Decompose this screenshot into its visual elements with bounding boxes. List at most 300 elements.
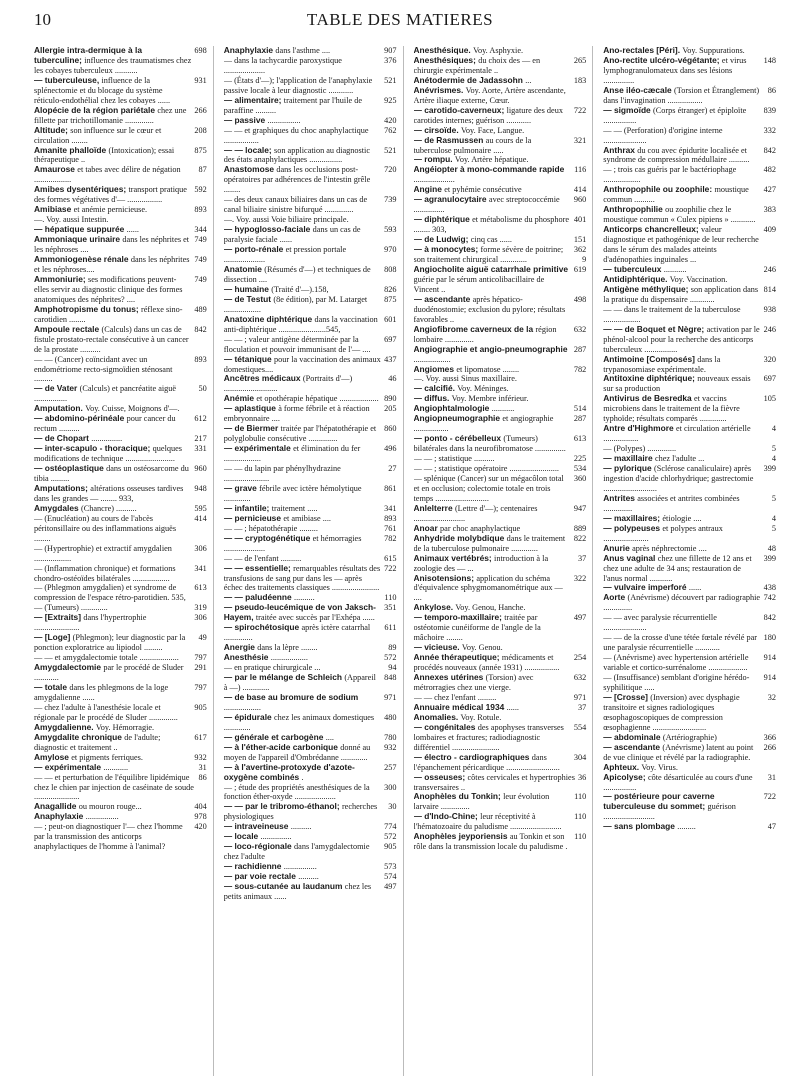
index-page-ref: 978 bbox=[194, 812, 207, 822]
index-entry-text bbox=[224, 693, 384, 713]
index-entry-text bbox=[414, 474, 574, 504]
index-description: — (Enucléation) au cours de l'abcès péritonsillaire ou des inflammations aiguës ........ bbox=[34, 513, 177, 543]
index-entry-text bbox=[603, 355, 763, 375]
index-description: —. Voy. aussi Sinus maxillaire. bbox=[413, 374, 517, 384]
index-term: — maxillaires; bbox=[603, 512, 663, 523]
index-entry bbox=[603, 792, 776, 822]
index-term: Anurie bbox=[603, 542, 633, 553]
index-entry bbox=[414, 504, 587, 524]
index-description: dans l'hypertrophie ...................... bbox=[34, 613, 147, 633]
index-entry-text bbox=[34, 275, 194, 305]
index-description: — — et amygdalectomie totale ................... bbox=[34, 653, 179, 663]
index-term: — à monocytes; bbox=[413, 244, 481, 255]
index-page-ref: 414 bbox=[573, 185, 587, 195]
index-entry bbox=[414, 136, 587, 156]
index-page-ref: 322 bbox=[573, 573, 587, 583]
index-page-ref: 30 bbox=[388, 802, 397, 812]
index-page-ref: 116 bbox=[574, 165, 587, 175]
index-page-ref: 482 bbox=[763, 165, 776, 175]
index-page-ref: 762 bbox=[384, 125, 397, 135]
index-description: dans le traitement de la tuberculose pulmonaire ............. bbox=[413, 533, 566, 553]
index-term: — spirochétosique bbox=[223, 622, 302, 633]
index-entry-text bbox=[414, 434, 574, 454]
index-page-ref: 925 bbox=[384, 95, 397, 105]
index-term: Année thérapeutique; bbox=[413, 652, 502, 663]
index-page-ref: 613 bbox=[573, 434, 587, 444]
index-term: Anthropophilie bbox=[603, 204, 666, 215]
index-description: (Torsion) avec métrorragies chez une vierge. bbox=[413, 673, 534, 692]
index-entry bbox=[34, 165, 207, 185]
index-description: réflexe sino-carotidien ........ bbox=[34, 304, 183, 324]
index-term: — expérimentale bbox=[223, 443, 294, 454]
index-entry bbox=[224, 603, 397, 623]
index-description: son influence sur le cœur et circulation ........ bbox=[34, 125, 162, 145]
index-page-ref: 932 bbox=[384, 742, 397, 752]
index-entry-text bbox=[224, 653, 384, 663]
index-page-ref: 341 bbox=[194, 563, 207, 573]
index-description: ses modifications peuvent-elles servir au diagnostic clinique des formes anatomiques des néphrites? .... bbox=[34, 274, 183, 304]
index-entry bbox=[34, 444, 207, 464]
index-page-ref: 87 bbox=[198, 165, 207, 175]
index-entry-text bbox=[414, 325, 574, 345]
index-page-ref: 514 bbox=[573, 404, 587, 414]
index-entry-text bbox=[414, 195, 574, 215]
index-entry-text bbox=[414, 673, 574, 693]
index-page-ref: 266 bbox=[194, 105, 207, 115]
index-description: ........... bbox=[663, 264, 687, 274]
index-page-ref: 383 bbox=[763, 205, 776, 215]
index-page-ref: 4 bbox=[771, 454, 776, 464]
index-entry bbox=[34, 355, 207, 385]
index-page-ref: 914 bbox=[763, 653, 776, 663]
page-number: 10 bbox=[34, 10, 51, 29]
index-term: Anthropophile ou zoophile: bbox=[603, 184, 715, 195]
index-page-ref: 110 bbox=[574, 812, 587, 822]
index-term: Anus vaginal bbox=[603, 552, 658, 563]
index-description: . bbox=[301, 772, 304, 782]
index-page-ref: 932 bbox=[194, 752, 207, 762]
index-page-ref: 94 bbox=[388, 663, 397, 673]
index-description: — chez l'adulte à l'anesthésie locale et régionale par le procédé de Sluder .............. bbox=[34, 702, 178, 722]
index-page-ref: 971 bbox=[573, 692, 587, 702]
index-term: Apicolyse; bbox=[603, 771, 648, 782]
index-description: pour la vaccination des animaux domestiques.... bbox=[223, 354, 381, 374]
index-description: région lombaire .............. bbox=[413, 324, 557, 344]
index-description: traitement ..... bbox=[271, 503, 318, 513]
index-entry-text bbox=[34, 106, 194, 126]
index-entry bbox=[224, 374, 397, 394]
index-page-ref: 722 bbox=[573, 105, 587, 115]
index-term: — agranulocytaire bbox=[413, 194, 489, 205]
index-entry bbox=[414, 414, 587, 434]
index-term: — [Loge] bbox=[34, 632, 73, 643]
index-description: quelques modifications de technique ........................ bbox=[34, 444, 182, 464]
index-page-ref: 399 bbox=[763, 553, 776, 563]
index-entry-text bbox=[603, 394, 763, 424]
index-entry bbox=[224, 623, 397, 643]
index-page-ref: 110 bbox=[574, 792, 587, 802]
index-term: Anse iléo-cæcale bbox=[603, 84, 675, 95]
index-description: et pyhémie consécutive bbox=[444, 185, 522, 195]
index-term: Amibes dysentériques; bbox=[34, 184, 129, 195]
index-page-ref: 110 bbox=[574, 832, 587, 842]
index-description: — — chez l'enfant ......... bbox=[413, 692, 497, 702]
index-description: ............... bbox=[260, 832, 292, 842]
index-page-ref: 497 bbox=[573, 613, 587, 623]
index-description: influence de la splénectomie et du blocage du système réticulo-endothélial chez les cobayes ...... bbox=[34, 75, 171, 105]
index-term: — calcifié. bbox=[413, 383, 458, 394]
index-description: ligature des deux carotides internes; guérison ............ bbox=[413, 105, 563, 125]
index-description: dans l'asthme .... bbox=[275, 46, 331, 55]
index-entry bbox=[34, 514, 207, 544]
index-page-ref: 861 bbox=[384, 483, 397, 493]
index-term: — intraveineuse bbox=[223, 821, 291, 832]
index-term: — aplastique bbox=[223, 403, 279, 414]
index-entry-text bbox=[414, 464, 574, 474]
index-description: — (Tumeurs) ............. bbox=[34, 603, 108, 613]
index-entry-text bbox=[603, 554, 763, 584]
index-entry-text bbox=[34, 613, 194, 633]
index-entry-text bbox=[34, 255, 194, 275]
index-page-ref: 617 bbox=[194, 732, 207, 742]
index-entry bbox=[224, 245, 397, 265]
index-page-ref: 893 bbox=[384, 513, 397, 523]
index-entry bbox=[224, 693, 397, 713]
index-entry-text bbox=[224, 146, 384, 166]
index-description: chez les petits animaux ...... bbox=[223, 882, 372, 902]
index-page-ref: 321 bbox=[573, 135, 587, 145]
index-page-ref: 573 bbox=[384, 862, 397, 872]
index-description: Voy. Cuisse, Moignons d'—. bbox=[85, 404, 180, 414]
index-description: — ; trois cas guéris par le bactériophage .................. bbox=[603, 165, 737, 185]
index-term: Anatomie bbox=[223, 263, 265, 274]
index-description: (Portraits d'—) .......................... bbox=[223, 374, 353, 394]
index-description: — — ; valeur antigène déterminée par la floculation et pouvoir immunisant de l'— .... bbox=[223, 334, 371, 354]
index-page-ref: 875 bbox=[384, 294, 397, 304]
index-entry bbox=[414, 753, 587, 773]
index-entry-text bbox=[224, 96, 384, 116]
index-description: et amibiase .... bbox=[283, 513, 331, 523]
index-description: et polypes antraux ...................... bbox=[603, 523, 723, 543]
index-term: Anétodermie de Jadassohn bbox=[413, 74, 526, 85]
index-term: — électro - cardiographiques bbox=[413, 751, 532, 762]
index-page-ref: 848 bbox=[384, 673, 397, 683]
index-page-ref: 521 bbox=[384, 145, 397, 155]
index-entry-text bbox=[603, 424, 772, 444]
index-page-ref: 409 bbox=[763, 225, 776, 235]
index-page-ref: 722 bbox=[384, 563, 397, 573]
index-term: Anticorps chancrelleux; bbox=[603, 224, 701, 235]
index-term: — — essentielle; bbox=[223, 562, 294, 573]
index-term: Amanite phalloïde bbox=[34, 144, 109, 155]
index-entry bbox=[603, 633, 776, 653]
index-page-ref: 105 bbox=[763, 394, 776, 404]
index-page-ref: 110 bbox=[384, 593, 397, 603]
index-term: — ostéoplastique bbox=[34, 463, 107, 474]
index-term: Anatoxine diphtérique bbox=[223, 313, 315, 324]
index-entry-text bbox=[224, 673, 384, 693]
index-page-ref: 613 bbox=[194, 583, 207, 593]
index-page-ref: 246 bbox=[763, 324, 776, 334]
index-entry-text bbox=[603, 673, 763, 693]
index-entry bbox=[603, 86, 776, 106]
index-page-ref: 808 bbox=[384, 264, 397, 274]
index-term: Ammoniurie; bbox=[34, 273, 88, 284]
index-page-ref: 893 bbox=[194, 354, 207, 364]
index-entry-text bbox=[224, 404, 384, 424]
index-page-ref: 890 bbox=[384, 394, 397, 404]
index-description: et lipomatose ........ bbox=[456, 364, 520, 374]
index-entry-text bbox=[414, 86, 587, 106]
index-entry bbox=[224, 713, 397, 733]
index-term: — hypoglosso-faciale bbox=[223, 224, 313, 235]
index-term: — pseudo-leucémique de von Jaksch-Hayem, bbox=[223, 602, 376, 623]
index-term: — polypeuses bbox=[603, 522, 663, 533]
index-page-ref: 489 bbox=[194, 304, 207, 314]
index-entry-text bbox=[224, 76, 384, 96]
index-page-ref: 970 bbox=[384, 245, 397, 255]
index-term: Anophèles du Tonkin; bbox=[413, 791, 504, 802]
index-page-ref: 89 bbox=[388, 643, 397, 653]
index-description: — — (Perforation) d'origine interne ..................... bbox=[603, 125, 723, 145]
index-description: dans l'épanchement péricardique .......................... bbox=[413, 752, 560, 772]
index-term: — — paludéenne bbox=[223, 592, 295, 603]
index-term: — grave bbox=[223, 482, 260, 493]
index-page-ref: 341 bbox=[384, 503, 397, 513]
index-page-ref: 4 bbox=[771, 513, 776, 523]
index-description: Voy. Artère hépatique. bbox=[454, 155, 529, 165]
index-term: Amibiase bbox=[34, 204, 74, 215]
index-page-ref: 615 bbox=[384, 553, 397, 563]
index-description: (Inversion) avec dysphagie transitoire et signes radiologiques œsophagoscopiques de compression œsophagienne .......................... bbox=[603, 692, 740, 732]
index-entry-text bbox=[34, 504, 194, 514]
index-page-ref: 401 bbox=[573, 215, 587, 225]
index-term: — tuberculeux bbox=[603, 263, 664, 274]
index-description: dans la trypanosomiase expérimentale. bbox=[603, 354, 721, 374]
index-description: chez une fillette par trichotillomanie .............. bbox=[34, 105, 187, 125]
index-description: (Calculs) et pancréatite aiguë ................ bbox=[34, 384, 177, 404]
index-entry-text bbox=[224, 623, 385, 643]
index-entry-text bbox=[414, 792, 575, 812]
index-term: Annexes utérines bbox=[413, 672, 486, 683]
index-page-ref: 246 bbox=[763, 264, 776, 274]
index-description: dans la lèpre ........ bbox=[257, 643, 318, 653]
index-entry bbox=[224, 96, 397, 116]
index-page-ref: 331 bbox=[194, 444, 207, 454]
index-entry bbox=[414, 56, 587, 76]
index-entry bbox=[224, 225, 397, 245]
index-page-ref: 9 bbox=[582, 255, 587, 265]
index-description: et élimination du fer .................. bbox=[223, 444, 361, 464]
index-entry bbox=[34, 126, 207, 146]
index-description: —. Voy. aussi Voie biliaire principale. bbox=[223, 215, 349, 225]
index-description: — (Phlegmon amygdalien) et syndrome de compression de l'espace rétro-parotidien. 535, bbox=[34, 583, 186, 603]
index-entry bbox=[224, 146, 397, 166]
index-page-ref: 208 bbox=[194, 125, 207, 135]
index-term: Amaurose bbox=[34, 164, 78, 175]
index-term: — [Crosse] bbox=[603, 691, 651, 702]
index-page-ref: 205 bbox=[384, 404, 397, 414]
index-term: — vulvaire imperforé bbox=[603, 582, 689, 593]
index-description: — (Inflammation chronique) et formations chondro-ostéoïdes bilatérales .................. bbox=[34, 563, 176, 583]
index-entry-text bbox=[34, 46, 194, 76]
index-page-ref: 151 bbox=[573, 235, 587, 245]
index-term: — de Rasmussen bbox=[413, 134, 486, 145]
index-entry bbox=[34, 633, 207, 653]
index-term: Antrites bbox=[603, 492, 638, 503]
index-term: Amputation. bbox=[34, 403, 86, 414]
index-description: — splénique (Cancer) sur un mégacôlon total et en occlusion; colectomie totale en trois temps .......................... bbox=[413, 473, 564, 503]
index-entry bbox=[224, 315, 397, 335]
index-entry bbox=[414, 245, 587, 255]
index-description: (Appareil à —) ............. bbox=[223, 673, 376, 692]
index-entry bbox=[414, 613, 587, 643]
index-description: transport pratique des formes végétatives d'— ................. bbox=[34, 185, 187, 205]
index-term: — de base au bromure de sodium bbox=[223, 691, 359, 702]
index-description: — — ; hépatothérapie ......... bbox=[223, 523, 318, 533]
index-term: — locale bbox=[223, 831, 261, 842]
index-page-ref: 319 bbox=[194, 603, 207, 613]
index-description: Voy. Vaccination. bbox=[669, 274, 728, 284]
index-page-ref: 254 bbox=[573, 653, 587, 663]
index-entry-text bbox=[603, 524, 772, 544]
index-term: Anthrax bbox=[603, 144, 638, 155]
index-page-ref: 497 bbox=[384, 882, 397, 892]
index-entry bbox=[603, 693, 776, 733]
index-entry-text bbox=[224, 424, 384, 444]
index-term: — — par le tribromo-éthanol; bbox=[223, 801, 342, 812]
index-description: — — avec paralysie récurrentielle ..................... bbox=[603, 613, 717, 633]
index-term: Angiophtalmologie bbox=[413, 403, 492, 414]
index-term: Ankylose. bbox=[413, 602, 456, 613]
index-entry-text bbox=[414, 365, 574, 375]
index-page-ref: 782 bbox=[573, 364, 587, 374]
index-entry-text bbox=[34, 822, 194, 852]
index-term: Anomalies. bbox=[413, 711, 461, 722]
index-term: — temporo-maxillaire; bbox=[413, 612, 505, 623]
index-term: — par le mélange de Schleich bbox=[223, 672, 345, 683]
index-page-ref: 749 bbox=[194, 235, 207, 245]
index-description: traitée par ostéotomie cunéiforme de l'angle de la mâchoire ........ bbox=[413, 613, 541, 643]
index-entry-text bbox=[603, 56, 763, 86]
index-description: son traitement chirurgical ............. bbox=[413, 255, 527, 265]
index-term: Amphotropisme du tonus; bbox=[34, 303, 142, 314]
index-entry-text bbox=[224, 315, 384, 335]
index-description: et virus lymphogranulomateux dans ses lésions ............... bbox=[603, 55, 747, 85]
index-entry bbox=[224, 743, 397, 763]
index-entry-text bbox=[414, 165, 575, 185]
index-description: à forme fébrile et à réaction embryonnaire .... bbox=[223, 404, 370, 424]
index-term: Angiopneumographie bbox=[413, 413, 503, 424]
index-description: Voy. Méninges. bbox=[457, 384, 509, 394]
index-entry-text bbox=[34, 325, 194, 355]
index-entry-text bbox=[224, 225, 384, 245]
index-entry-text bbox=[414, 653, 574, 673]
index-description: dans les néphrites et les néphroses.... bbox=[34, 255, 190, 274]
index-entry-text bbox=[224, 116, 384, 126]
index-term: Anoar bbox=[413, 522, 441, 533]
index-entry bbox=[224, 534, 397, 554]
index-description: dans les phlegmons de la loge amygdalienne ...... bbox=[34, 683, 169, 702]
index-entry-text bbox=[34, 414, 194, 434]
index-description: Voy. Rotule. bbox=[460, 712, 502, 722]
index-entry-text bbox=[603, 205, 763, 225]
index-description: — — et graphiques du choc anaphylactique ................. bbox=[223, 125, 369, 145]
index-term: Animaux vertébrés; bbox=[413, 552, 495, 563]
index-description: ......... bbox=[677, 822, 696, 832]
index-page-ref: 619 bbox=[573, 264, 587, 274]
index-page-ref: 842 bbox=[763, 145, 776, 155]
index-entry-text bbox=[603, 822, 768, 832]
index-page-ref: 86 bbox=[198, 772, 207, 782]
index-entry bbox=[224, 295, 397, 315]
index-description: —. Voy. aussi Intestin. bbox=[34, 215, 109, 225]
index-description: pour cancer du rectum .......... bbox=[34, 414, 176, 434]
index-description: (Torsion et Étranglement) dans l'invagination ................. bbox=[603, 85, 760, 105]
index-page-ref: 351 bbox=[384, 603, 397, 613]
index-term: Angéiopter à mono-commande rapide bbox=[413, 164, 565, 175]
index-description: nouveaux essais sur sa production bbox=[603, 374, 751, 394]
index-term: Aorte bbox=[603, 592, 628, 603]
index-page-ref: 496 bbox=[384, 444, 397, 454]
index-entry-text bbox=[414, 56, 574, 76]
index-description: — (Polypes) .............. bbox=[603, 444, 677, 454]
index-description: (8e édition), par M. Latarget .................. bbox=[223, 294, 368, 314]
index-page-ref: 366 bbox=[763, 732, 776, 742]
index-entry-text bbox=[34, 165, 199, 185]
index-entry bbox=[224, 673, 397, 693]
index-page-ref: 148 bbox=[763, 55, 776, 65]
index-entry-text bbox=[34, 564, 194, 584]
index-entry bbox=[224, 355, 397, 375]
index-entry-text bbox=[34, 185, 194, 205]
index-term: Amygdalectomie bbox=[34, 662, 104, 673]
index-term: Angiocholite aiguë catarrhale primitive bbox=[413, 263, 569, 274]
index-page-ref: 47 bbox=[767, 822, 776, 832]
index-entry bbox=[603, 374, 776, 394]
index-description: ............ bbox=[103, 762, 129, 772]
index-term: Anaphylaxie bbox=[34, 811, 86, 822]
index-description: (Phlegmon); leur diagnostic par la ponction exploratrice au lipiodol ......... bbox=[34, 633, 186, 653]
index-description: au cours de la tuberculose pulmonaire ..... bbox=[413, 135, 532, 155]
index-entry bbox=[34, 305, 207, 325]
index-entry-text bbox=[34, 355, 194, 385]
index-description: — (États d'—); l'application de l'anaphylaxie passive locale à leur diagnostic ............ bbox=[223, 75, 373, 95]
index-page-ref: 27 bbox=[388, 464, 397, 474]
index-entry bbox=[224, 46, 397, 56]
index-page-ref: 49 bbox=[198, 633, 207, 643]
index-term: — — cryptogénétique bbox=[223, 532, 313, 543]
index-entry bbox=[414, 554, 587, 574]
index-entry bbox=[414, 832, 587, 852]
index-term: — rachidienne bbox=[223, 861, 284, 872]
index-description: .......... bbox=[298, 872, 319, 882]
index-entry bbox=[414, 773, 587, 793]
index-term: — d'Indo-Chine; bbox=[413, 811, 481, 822]
index-description: Voy. Face, Langue. bbox=[460, 125, 525, 135]
index-page-ref: 822 bbox=[573, 533, 587, 543]
index-description: des apophyses transverses lombaires et fractures; radiodiagnostic différentiel ....................... bbox=[413, 722, 564, 752]
index-entry bbox=[34, 106, 207, 126]
index-page-ref: 749 bbox=[194, 274, 207, 284]
index-description: (Résumés d'—) et techniques de dissection .... bbox=[223, 264, 371, 284]
index-description: après ictère catarrhal .............. bbox=[223, 623, 371, 643]
index-description: traitée par l'hépatothérapie et polyglobulie consécutive .............. bbox=[223, 424, 377, 444]
index-entry bbox=[34, 146, 207, 166]
index-page-ref: 399 bbox=[763, 464, 776, 474]
index-description: .......... bbox=[294, 593, 315, 603]
index-page-ref: 905 bbox=[194, 702, 207, 712]
